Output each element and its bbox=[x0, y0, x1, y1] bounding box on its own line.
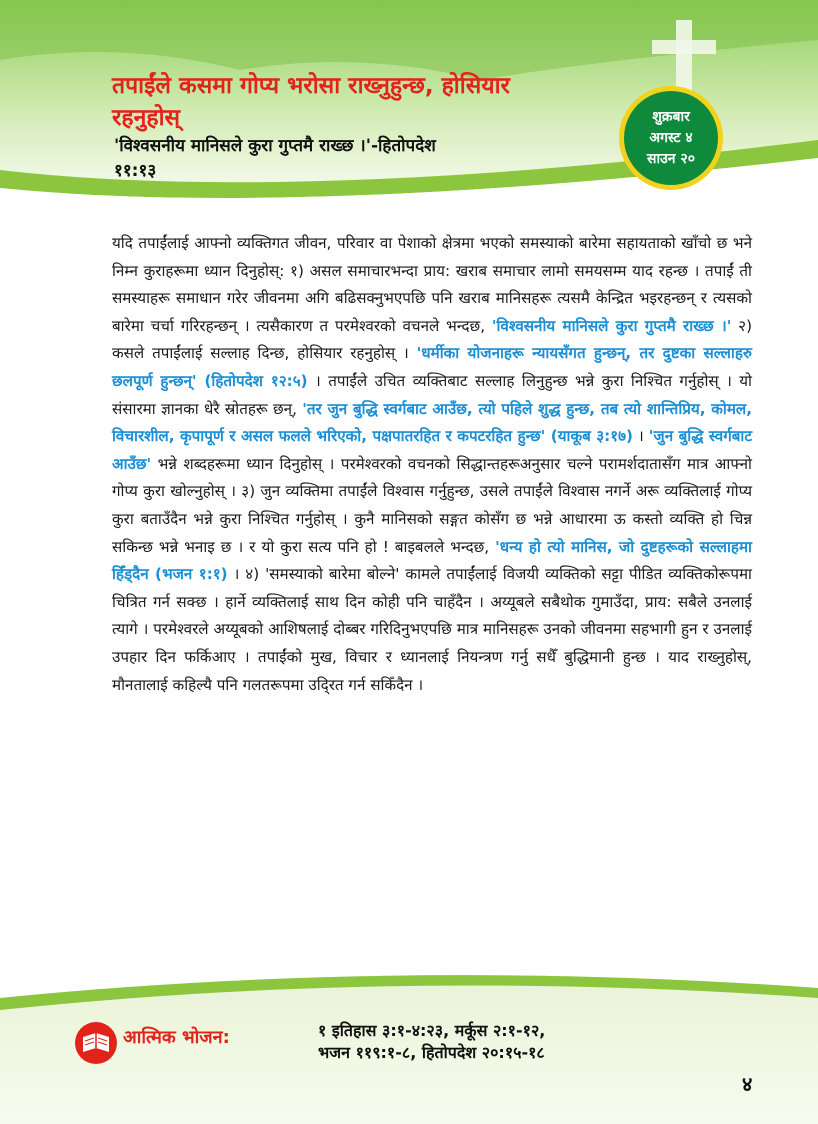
page-title: तपाईंले कसमा गोप्य भरोसा राख्नुहुन्छ, होसियार रहनुहोस् bbox=[112, 73, 510, 131]
date-nepali: साउन २० bbox=[647, 150, 695, 167]
scripture-quote: 'विश्‍वसनीय मानिसले कुरा गुप्‍तमै राख्छ ।' bbox=[491, 316, 732, 335]
scripture-quote: 'जुन बुद्धि स्वर्गबाट आउँछ' bbox=[112, 427, 752, 473]
reading-line-1: १ इतिहास ३:१-४:२३, मर्कूस २:१-१२, bbox=[318, 1021, 546, 1040]
key-verse: 'विश्‍वसनीय मानिसले कुरा गुप्‍तमै राख्छ ।'-हितोपदेश ११:१३ bbox=[114, 136, 436, 181]
page-number: ४ bbox=[742, 1072, 753, 1096]
scripture-quote: 'तर जुन बुद्धि स्वर्गबाट आउँछ, त्यो पहिले शुद्ध हुन्छ, तब त्यो शान्तिप्रिय, कोमल, विचारशील, कृपापूर्ण र असल फलले भरिएको, पक्षपातरहित र कपटरहित हुन्छ' (याकूब ३:१७) bbox=[112, 399, 753, 446]
body-text: भन्ने शब्दहरूमा ध्यान दिनुहोस् । परमेश्‍वरको वचनको सिद्धान्तहरूअनुसार चल्ने परामर्शदातासँग मात्र आफ्नो गोप्य कुरा खोल्नुहोस् । ३) जुन व्यक्तिमा तपाईंले विश्‍वास गर्नुहुन्छ, उसले तपाईंले विश्‍वास नगर्ने अरू व्यक्तिलाई गोप्य कुरा बताउँदैन भन्ने कुरा निश्‍चित गर्नुहोस् । कुनै मानिसको सङ्गत कोसँग छ भन्ने आधारमा ऊ कस्तो व्यक्ति हो चिन्न सकिन्छ भन्ने भनाइ छ । र यो कुरा सत्य पनि हो ! बाइबलले भन्दछ, bbox=[112, 454, 752, 556]
date-gregorian: अगस्ट ४ bbox=[649, 129, 693, 146]
book-logo-icon bbox=[74, 1021, 118, 1065]
reading-line-2: भजन ११९:१-८, हितोपदेश २०:१५-१८ bbox=[318, 1043, 545, 1062]
reading-references bbox=[318, 1020, 708, 1064]
reading-label: आत्मिक भोजन: bbox=[123, 1027, 230, 1048]
body-text: । ४) 'समस्याको बारेमा बोल्ने' कामले तपाईंलाई विजयी व्यक्तिको सट्टा पीडित व्यक्तिकोरूपमा चित्रित गर्न सक्छ । हार्ने व्यक्तिलाई साथ दिन कोही पनि चाहँदैन । अय्यूबले सबैथोक गुमाउँदा, प्राय: सबैले उनलाई त्यागे । परमेश्‍वरले अय्यूबको आशिषलाई दोब्बर गरिदिनुभएपछि मात्र मानिसहरू उनको जीवनमा सहभागी हुन र उनलाई उपहार दिन फर्किआए । तपाईंको मुख, विचार र ध्यानलाई नियन्त्रण गर्नु सधैँ बुद्धिमानी हुन्छ । याद राख्नुहोस्, मौनतालाई कहिल्यै पनि गलतरूपमा उद्‍रित गर्न सकिँदैन । bbox=[112, 565, 752, 694]
devotional-body bbox=[112, 230, 752, 699]
body-text: । तपाईंले उचित व्यक्तिबाट सल्लाह लिनुहुन्छ भन्ने कुरा निश्‍चित गर्नुहोस् । यो संसारमा ज्ञानका धेरै स्रोतहरू छन्, bbox=[112, 371, 752, 418]
scripture-quote: 'धन्य हो त्यो मानिस, जो दुष्टहरूको सल्लाहमा हिँड्दैन (भजन १:१) bbox=[112, 537, 752, 584]
date-weekday: शुक्रबार bbox=[652, 108, 690, 125]
date-badge bbox=[619, 86, 723, 190]
body-text: यदि तपाईंलाई आफ्नो व्यक्तिगत जीवन, परिवार वा पेशाको क्षेत्रमा भएको समस्याको बारेमा सहायताको खाँचो छ भने निम्न कुराहरूमा ध्यान दिनुहोस्: १) असल समाचारभन्दा प्राय: खराब समाचार लामो समयसम्म याद रहन्छ । तपाईं ती समस्याहरू समाधान गरेर जीवनमा अगि बढिसक्नुभएपछि पनि खराब मानिसहरू त्यसमै केन्द्रित भइरहन्छन् र त्यसको बारेमा चर्चा गरिरहन्छन् । त्यसैकारण त परमेश्‍वरको वचनले भन्दछ, bbox=[112, 234, 752, 335]
body-text: २) कसले तपाईंलाई सल्लाह दिन्छ, होसियार रहनुहोस् । bbox=[112, 316, 752, 363]
body-text: । bbox=[632, 427, 649, 446]
scripture-quote: 'धर्मीका योजनाहरू न्यायसँगत हुन्छन्, तर दुष्टका सल्लाहरु छलपूर्ण हुन्छन्' (हितोपदेश १२:५) bbox=[112, 344, 752, 390]
